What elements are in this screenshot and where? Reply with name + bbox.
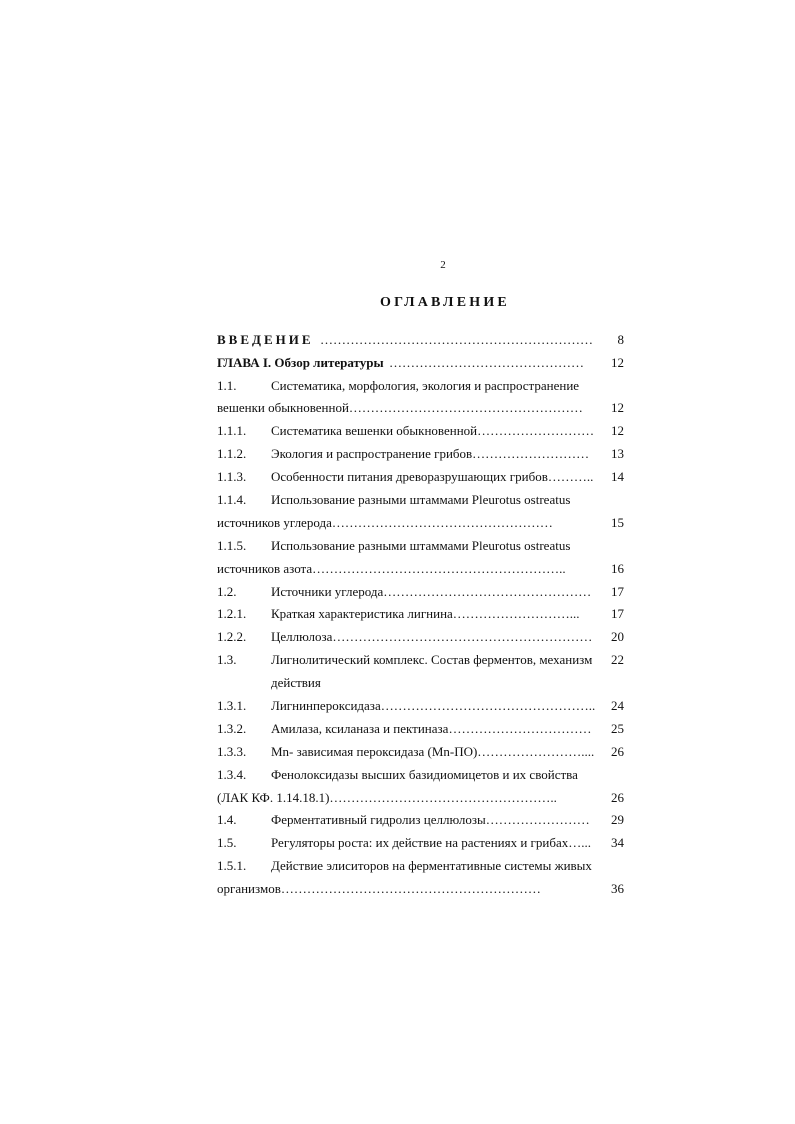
- page-number: 2: [440, 259, 446, 271]
- toc-entry-text: Регуляторы роста: их действие на растениях и грибах…...: [271, 835, 591, 850]
- toc-entry-text: Использование разными штаммами Pleurotus ostreatus: [271, 492, 571, 507]
- toc-entry-text: ГЛАВА I. Обзор литературы: [217, 355, 384, 370]
- toc-entry-number: 1.5.1.: [217, 858, 247, 873]
- toc-page-number: 12: [611, 400, 624, 415]
- toc-page-number: 26: [611, 790, 624, 805]
- toc-leader-dots: ………………………………………………………: [320, 332, 593, 347]
- toc-page-number: 25: [611, 721, 624, 736]
- toc-page-number: 17: [611, 584, 624, 599]
- toc-entry-text: Систематика вешенки обыкновенной………………………: [271, 423, 595, 438]
- toc-entry-text: Фенолоксидазы высших базидиомицетов и их свойства: [271, 767, 578, 782]
- toc-entry-number: 1.2.: [217, 584, 237, 599]
- toc-entry-number: 1.1.4.: [217, 492, 247, 507]
- toc-entry-number: 1.1.1.: [217, 423, 247, 438]
- toc-entry-text: организмов……………………………………………………: [217, 881, 541, 896]
- toc-entry-text: Систематика, морфология, экология и распространение: [271, 378, 580, 393]
- toc-entry-number: 1.3.: [217, 652, 237, 667]
- toc-entry-text: ВВЕДЕНИЕ: [217, 332, 314, 347]
- toc-page-number: 36: [611, 881, 624, 896]
- toc-entry-number: 1.3.3.: [217, 744, 247, 759]
- toc-page-number: 12: [611, 355, 624, 370]
- toc-entry-number: 1.2.2.: [217, 629, 247, 644]
- toc-entry-number: 1.3.4.: [217, 767, 247, 782]
- toc-page-number: 34: [611, 835, 624, 850]
- toc-page-number: 8: [617, 332, 624, 347]
- toc-page-number: 24: [611, 698, 624, 713]
- toc-entry-text: Использование разными штаммами Pleurotus ostreatus: [271, 538, 571, 553]
- toc-entry-text: Действие элиситоров на ферментативные системы живых: [271, 858, 592, 873]
- toc-entry-number: 1.2.1.: [217, 606, 247, 621]
- toc-entry-text: Лигнинпероксидаза…………………………………………..: [271, 698, 596, 713]
- toc-entry-text: Ферментативный гидролиз целлюлозы……………………: [271, 812, 590, 827]
- toc-entry-text: действия: [271, 675, 321, 690]
- toc-entry-text: источников азота…………………………………………………..: [217, 561, 566, 576]
- toc-entry-text: Особенности питания древоразрушающих грибов………..: [271, 469, 594, 484]
- toc-entry-number: 1.1.5.: [217, 538, 247, 553]
- toc-page-number: 14: [611, 469, 624, 484]
- toc-page-number: 20: [611, 629, 624, 644]
- toc-entry-text: Амилаза, ксиланаза и пектиназа……………………………: [271, 721, 592, 736]
- toc-entry-text: Целлюлоза……………………………………………………: [271, 629, 593, 644]
- toc-entry-text: Экология и распространение грибов………………………: [271, 446, 590, 461]
- toc-entry-text: Лигнолитический комплекс. Состав ферментов, механизм: [271, 652, 593, 667]
- toc-entry-text: (ЛАК КФ. 1.14.18.1)……………………………………………..: [217, 790, 557, 805]
- toc-page-number: 15: [611, 515, 624, 530]
- toc-page-number: 17: [611, 606, 624, 621]
- toc-entry-number: 1.5.: [217, 835, 237, 850]
- toc-entry-number: 1.1.: [217, 378, 237, 393]
- toc-page-number: 29: [611, 812, 624, 827]
- toc-page-number: 12: [611, 423, 624, 438]
- toc-page-number: 13: [611, 446, 624, 461]
- toc-entry-number: 1.3.2.: [217, 721, 247, 736]
- toc-entry-text: Источники углерода…………………………………………: [271, 584, 592, 599]
- toc-entry-number: 1.1.3.: [217, 469, 247, 484]
- toc-leader-dots: ………………………………………: [389, 355, 584, 370]
- toc-page-number: 16: [611, 561, 624, 576]
- toc-entry-text: вешенки обыкновенной………………………………………………: [217, 400, 583, 415]
- page-title: ОГЛАВЛЕНИЕ: [380, 295, 510, 310]
- toc-entry-number: 1.1.2.: [217, 446, 247, 461]
- toc-entry-text: Краткая характеристика лигнина………………………...: [271, 606, 580, 621]
- toc-page-number: 22: [611, 652, 624, 667]
- toc-entry-number: 1.3.1.: [217, 698, 247, 713]
- toc-entry-number: 1.4.: [217, 812, 237, 827]
- toc-entry-text: Mn- зависимая пероксидаза (Mn-ПО)……………………....: [271, 744, 595, 759]
- toc-page-number: 26: [611, 744, 624, 759]
- toc-entry-text: источников углерода……………………………………………: [217, 515, 553, 530]
